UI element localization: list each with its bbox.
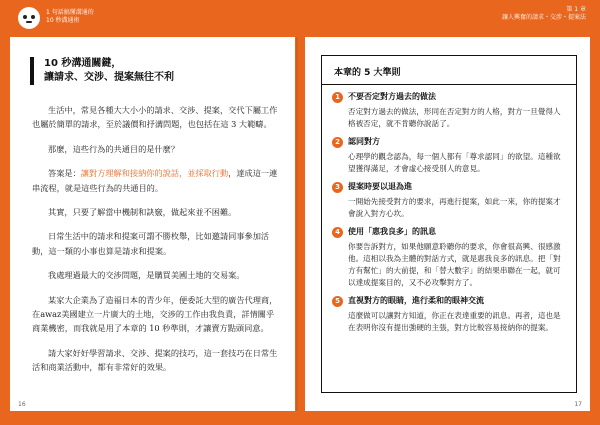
chapter-title: 讓人興奮的請求・交涉・提案法 [501, 14, 586, 21]
right-page [305, 37, 590, 411]
rule-title: 認同對方 [348, 137, 380, 146]
rule-title: 直視對方的眼睛，進行柔和的眼神交流 [348, 296, 484, 305]
logo-eye [23, 15, 27, 19]
rule-head [332, 226, 566, 238]
rule-item [332, 91, 566, 130]
rule-number-badge: 1 [332, 92, 343, 103]
rule-body: 這麼做可以讓對方知道，你正在表達重要的訊息。再者，這也是在表明你沒有提出強硬的主張，對方比較容易接納你的提案。 [348, 311, 561, 332]
divider [322, 84, 576, 85]
paragraph-tail: ，達成這一連串流程，就是這些行為的共通目的。 [32, 168, 278, 193]
chapter-number: 第 1 章 [566, 6, 586, 13]
rule-item [332, 295, 566, 334]
left-page [10, 37, 295, 411]
rule-title: 不要否定對方過去的做法 [348, 92, 436, 101]
mascot-logo-icon [18, 7, 40, 29]
rule-head [332, 295, 566, 307]
rule-head [332, 91, 566, 103]
body-text [32, 103, 278, 385]
paragraph: 生活中，常見各種大大小小的請求、交涉、提案，交代下屬工作也屬於簡單的請求，至於議價和抒溝問題，也包括在這 3 大範疇。 [32, 105, 278, 130]
rule-body: 一開始先接受對方的要求，再進行提案，如此一來，你的提案才會說入對方心坎。 [348, 197, 561, 218]
rule-item [332, 181, 566, 220]
rule-number-badge: 5 [332, 296, 343, 307]
paragraph: 那麼，這些行為的共通目的是什麼？ [48, 143, 180, 154]
book-spine [296, 37, 298, 411]
rule-title: 使用「惠我良多」的訊息 [348, 227, 436, 236]
page-number: 16 [18, 401, 26, 408]
book-title-line1: 1 句話搞懂溝通的 [46, 9, 94, 16]
rule-head [332, 181, 566, 193]
paragraph: 某家大企業為了造福日本的青少年，便委託大型的廣告代理商，在awaz美國建立一片廣大的土地，交涉的工作由我負責，詳情關乎商業機密，而我就是用了本章的 10 秒準則，才讓賣方點頭同意。 [32, 294, 278, 334]
paragraph: 請大家好好學習請求、交涉、提案的技巧，這一套技巧在日常生活和商業活動中，都有非常好的效果。 [32, 347, 278, 373]
book-title [46, 9, 94, 25]
rule-number-badge: 4 [332, 227, 343, 238]
paragraph: 日常生活中的請求和提案可謂不勝枚舉，比如邀請同事參加活動，這一類的小事也算是請求和提案。 [32, 231, 270, 256]
paragraph-lead: 答案是： [48, 168, 81, 179]
logo-eye [31, 15, 35, 19]
rule-body: 你要告訴對方，如果他願意聆聽你的要求，你會很高興、很感激他。這相以我為主體的對話方式，就是惠我良多的訊息。把「對方有幫忙」的大前提，和「替大數字」的結果串聯在一起，就可以達成提案目的，又不必攻擊對方了。 [348, 242, 561, 287]
chapter-header [502, 6, 586, 22]
rule-head [332, 136, 566, 148]
rule-title: 提案時要以退為進 [348, 182, 412, 191]
paragraph: 其實，只要了解當中機制和訣竅，做起來並不困難。 [48, 207, 237, 218]
paragraph: 我處理過最大的交涉問題，是購買美國土地的交易案。 [48, 270, 245, 281]
section-title-line1: 10 秒溝通關鍵， [44, 58, 122, 69]
rule-body: 心理學的觀念認為，每一個人都有「尊求認同」的欲望。這種欲望獲得滿足，才會虛心接受別人的意見。 [348, 152, 561, 173]
rule-number-badge: 2 [332, 137, 343, 148]
section-title-line2: 讓請求、交涉、提案無往不利 [44, 72, 174, 83]
rules-box [321, 55, 577, 393]
rule-item [332, 226, 566, 289]
section-title [30, 57, 174, 85]
header-branding [8, 4, 148, 34]
highlighted-text: 讓對方理解和接納你的說話，並採取行動 [80, 168, 229, 179]
rules-box-title: 本章的 5 大準則 [334, 68, 401, 78]
book-title-line2: 10 秒溝通術 [46, 17, 80, 24]
rule-number-badge: 3 [332, 182, 343, 193]
rule-body: 否定對方過去的做法，形同在否定對方的人格，對方一旦覺得人格被否定，就不肯聽你說話了。 [348, 107, 561, 128]
paragraph [32, 166, 278, 195]
rule-item [332, 136, 566, 175]
logo-mouth [26, 21, 32, 23]
page-number: 17 [574, 401, 582, 408]
